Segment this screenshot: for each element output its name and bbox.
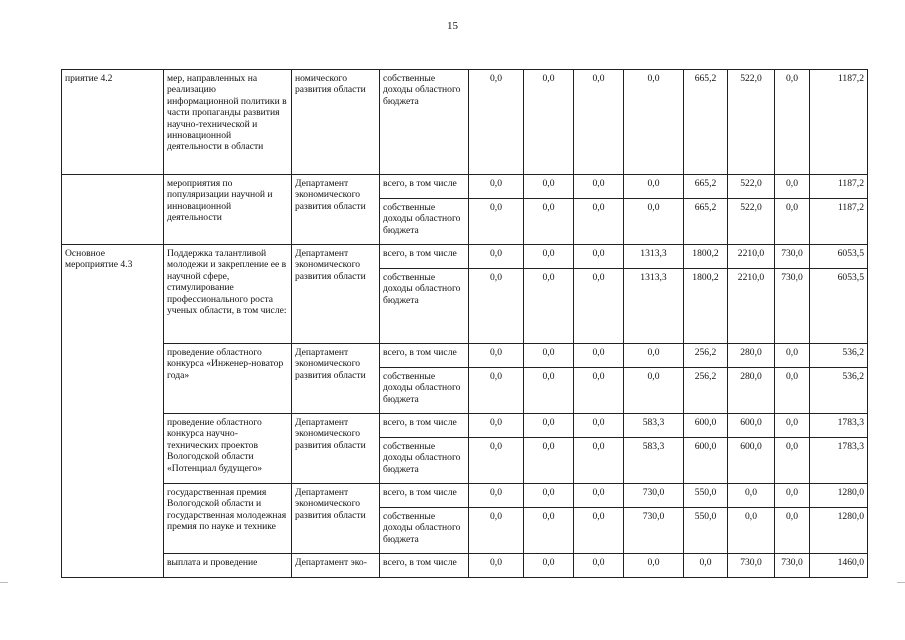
amount-cell: 0,0 — [775, 368, 810, 414]
description-cell: государственная премия Вологодской области и государственная молодежная премия по науке и технике — [164, 484, 292, 554]
funding-source-cell: собственные доходы областного бюджета — [380, 70, 469, 175]
description-cell: Поддержка талантливой молодежи и закрепление ее в научной сфере, стимулирование профессионального роста ученых области, в том числе: — [164, 245, 292, 344]
amount-cell: 0,0 — [469, 70, 524, 175]
scan-edge-mark-left — [0, 582, 8, 583]
amount-cell: 0,0 — [574, 484, 624, 508]
amount-cell: 0,0 — [684, 554, 728, 578]
amount-cell: 665,2 — [684, 175, 728, 199]
total-cell: 536,2 — [810, 344, 868, 368]
amount-cell: 0,0 — [524, 269, 574, 344]
amount-cell: 730,0 — [775, 554, 810, 578]
amount-cell: 550,0 — [684, 508, 728, 554]
activity-cell: приятие 4.2 — [62, 70, 164, 175]
funding-source-cell: собственные доходы областного бюджета — [380, 368, 469, 414]
amount-cell: 0,0 — [624, 368, 684, 414]
funding-source-cell: всего, в том числе — [380, 484, 469, 508]
description-cell: выплата и проведение — [164, 554, 292, 578]
amount-cell: 0,0 — [469, 554, 524, 578]
amount-cell: 0,0 — [574, 70, 624, 175]
amount-cell: 1800,2 — [684, 245, 728, 269]
amount-cell: 0,0 — [524, 344, 574, 368]
amount-cell: 0,0 — [524, 368, 574, 414]
funding-source-cell: собственные доходы областного бюджета — [380, 269, 469, 344]
funding-source-cell: всего, в том числе — [380, 414, 469, 438]
total-cell: 1280,0 — [810, 508, 868, 554]
amount-cell: 0,0 — [469, 269, 524, 344]
executor-cell: Департамент экономического развития области — [292, 245, 380, 344]
amount-cell: 583,3 — [624, 438, 684, 484]
amount-cell: 0,0 — [574, 199, 624, 245]
amount-cell: 550,0 — [684, 484, 728, 508]
amount-cell: 0,0 — [574, 368, 624, 414]
total-cell: 1187,2 — [810, 199, 868, 245]
funding-source-cell: собственные доходы областного бюджета — [380, 508, 469, 554]
executor-cell: Департамент экономического развития области — [292, 414, 380, 484]
table-row — [62, 484, 868, 508]
description-cell: мероприятия по популяризации научной и инновационной деятельности — [164, 175, 292, 245]
amount-cell: 0,0 — [469, 484, 524, 508]
amount-cell: 0,0 — [469, 368, 524, 414]
total-cell: 6053,5 — [810, 245, 868, 269]
description-cell: проведение областного конкурса научно-технических проектов Вологодской области «Потенциал будущего» — [164, 414, 292, 484]
amount-cell: 522,0 — [728, 199, 775, 245]
table-row — [62, 70, 868, 175]
amount-cell: 0,0 — [775, 414, 810, 438]
amount-cell: 0,0 — [775, 175, 810, 199]
amount-cell: 0,0 — [574, 554, 624, 578]
amount-cell: 0,0 — [524, 414, 574, 438]
funding-source-cell: всего, в том числе — [380, 344, 469, 368]
amount-cell: 665,2 — [684, 70, 728, 175]
executor-cell: Департамент экономического развития области — [292, 175, 380, 245]
amount-cell: 0,0 — [524, 70, 574, 175]
total-cell: 536,2 — [810, 368, 868, 414]
amount-cell: 0,0 — [524, 245, 574, 269]
amount-cell: 280,0 — [728, 368, 775, 414]
total-cell: 1783,3 — [810, 414, 868, 438]
amount-cell: 2210,0 — [728, 245, 775, 269]
description-cell: мер, направленных на реализацию информационной политики в части пропаганды развития научно-технической и инновационной деятельности в области — [164, 70, 292, 175]
amount-cell: 0,0 — [524, 554, 574, 578]
amount-cell: 0,0 — [574, 508, 624, 554]
executor-cell: Департамент экономического развития области — [292, 344, 380, 414]
amount-cell: 0,0 — [624, 554, 684, 578]
amount-cell: 0,0 — [775, 438, 810, 484]
executor-cell: Департамент экономического развития области — [292, 484, 380, 554]
scan-edge-mark-right — [897, 582, 905, 583]
amount-cell: 256,2 — [684, 344, 728, 368]
amount-cell: 0,0 — [469, 438, 524, 484]
table-row — [62, 175, 868, 199]
amount-cell: 0,0 — [574, 269, 624, 344]
amount-cell: 0,0 — [728, 484, 775, 508]
amount-cell: 730,0 — [624, 508, 684, 554]
funding-source-cell: всего, в том числе — [380, 554, 469, 578]
amount-cell: 2210,0 — [728, 269, 775, 344]
amount-cell: 0,0 — [775, 508, 810, 554]
total-cell: 1783,3 — [810, 438, 868, 484]
amount-cell: 0,0 — [469, 245, 524, 269]
amount-cell: 730,0 — [775, 269, 810, 344]
amount-cell: 583,3 — [624, 414, 684, 438]
amount-cell: 280,0 — [728, 344, 775, 368]
funding-source-cell: всего, в том числе — [380, 175, 469, 199]
total-cell: 1280,0 — [810, 484, 868, 508]
table-body — [62, 70, 868, 578]
amount-cell: 522,0 — [728, 175, 775, 199]
amount-cell: 0,0 — [624, 344, 684, 368]
table-row — [62, 344, 868, 368]
amount-cell: 0,0 — [728, 508, 775, 554]
amount-cell: 0,0 — [624, 70, 684, 175]
table-row — [62, 414, 868, 438]
amount-cell: 600,0 — [684, 438, 728, 484]
amount-cell: 0,0 — [524, 508, 574, 554]
total-cell: 1187,2 — [810, 70, 868, 175]
budget-table — [61, 69, 868, 578]
amount-cell: 730,0 — [624, 484, 684, 508]
amount-cell: 0,0 — [469, 414, 524, 438]
executor-cell: Департамент эко- — [292, 554, 380, 578]
amount-cell: 600,0 — [684, 414, 728, 438]
amount-cell: 0,0 — [469, 508, 524, 554]
description-cell: проведение областного конкурса «Инженер-новатор года» — [164, 344, 292, 414]
amount-cell: 0,0 — [524, 199, 574, 245]
amount-cell: 256,2 — [684, 368, 728, 414]
amount-cell: 1800,2 — [684, 269, 728, 344]
activity-cell: Основное мероприятие 4.3 — [62, 245, 164, 578]
amount-cell: 0,0 — [775, 344, 810, 368]
amount-cell: 1313,3 — [624, 269, 684, 344]
amount-cell: 730,0 — [728, 554, 775, 578]
amount-cell: 1313,3 — [624, 245, 684, 269]
amount-cell: 0,0 — [574, 438, 624, 484]
amount-cell: 0,0 — [524, 438, 574, 484]
funding-source-cell: собственные доходы областного бюджета — [380, 438, 469, 484]
amount-cell: 0,0 — [775, 70, 810, 175]
amount-cell: 0,0 — [524, 484, 574, 508]
page-number: 15 — [447, 20, 458, 32]
amount-cell: 730,0 — [775, 245, 810, 269]
funding-source-cell: собственные доходы областного бюджета — [380, 199, 469, 245]
amount-cell: 600,0 — [728, 414, 775, 438]
amount-cell: 0,0 — [624, 199, 684, 245]
table-row — [62, 245, 868, 269]
amount-cell: 0,0 — [469, 344, 524, 368]
funding-source-cell: всего, в том числе — [380, 245, 469, 269]
amount-cell: 0,0 — [574, 245, 624, 269]
amount-cell: 0,0 — [574, 175, 624, 199]
amount-cell: 0,0 — [524, 175, 574, 199]
amount-cell: 0,0 — [775, 484, 810, 508]
executor-cell: номического развития области — [292, 70, 380, 175]
total-cell: 1460,0 — [810, 554, 868, 578]
activity-cell — [62, 175, 164, 245]
total-cell: 6053,5 — [810, 269, 868, 344]
table-row — [62, 554, 868, 578]
amount-cell: 0,0 — [469, 199, 524, 245]
amount-cell: 600,0 — [728, 438, 775, 484]
amount-cell: 665,2 — [684, 199, 728, 245]
amount-cell: 522,0 — [728, 70, 775, 175]
total-cell: 1187,2 — [810, 175, 868, 199]
amount-cell: 0,0 — [775, 199, 810, 245]
amount-cell: 0,0 — [574, 344, 624, 368]
amount-cell: 0,0 — [469, 175, 524, 199]
amount-cell: 0,0 — [624, 175, 684, 199]
amount-cell: 0,0 — [574, 414, 624, 438]
